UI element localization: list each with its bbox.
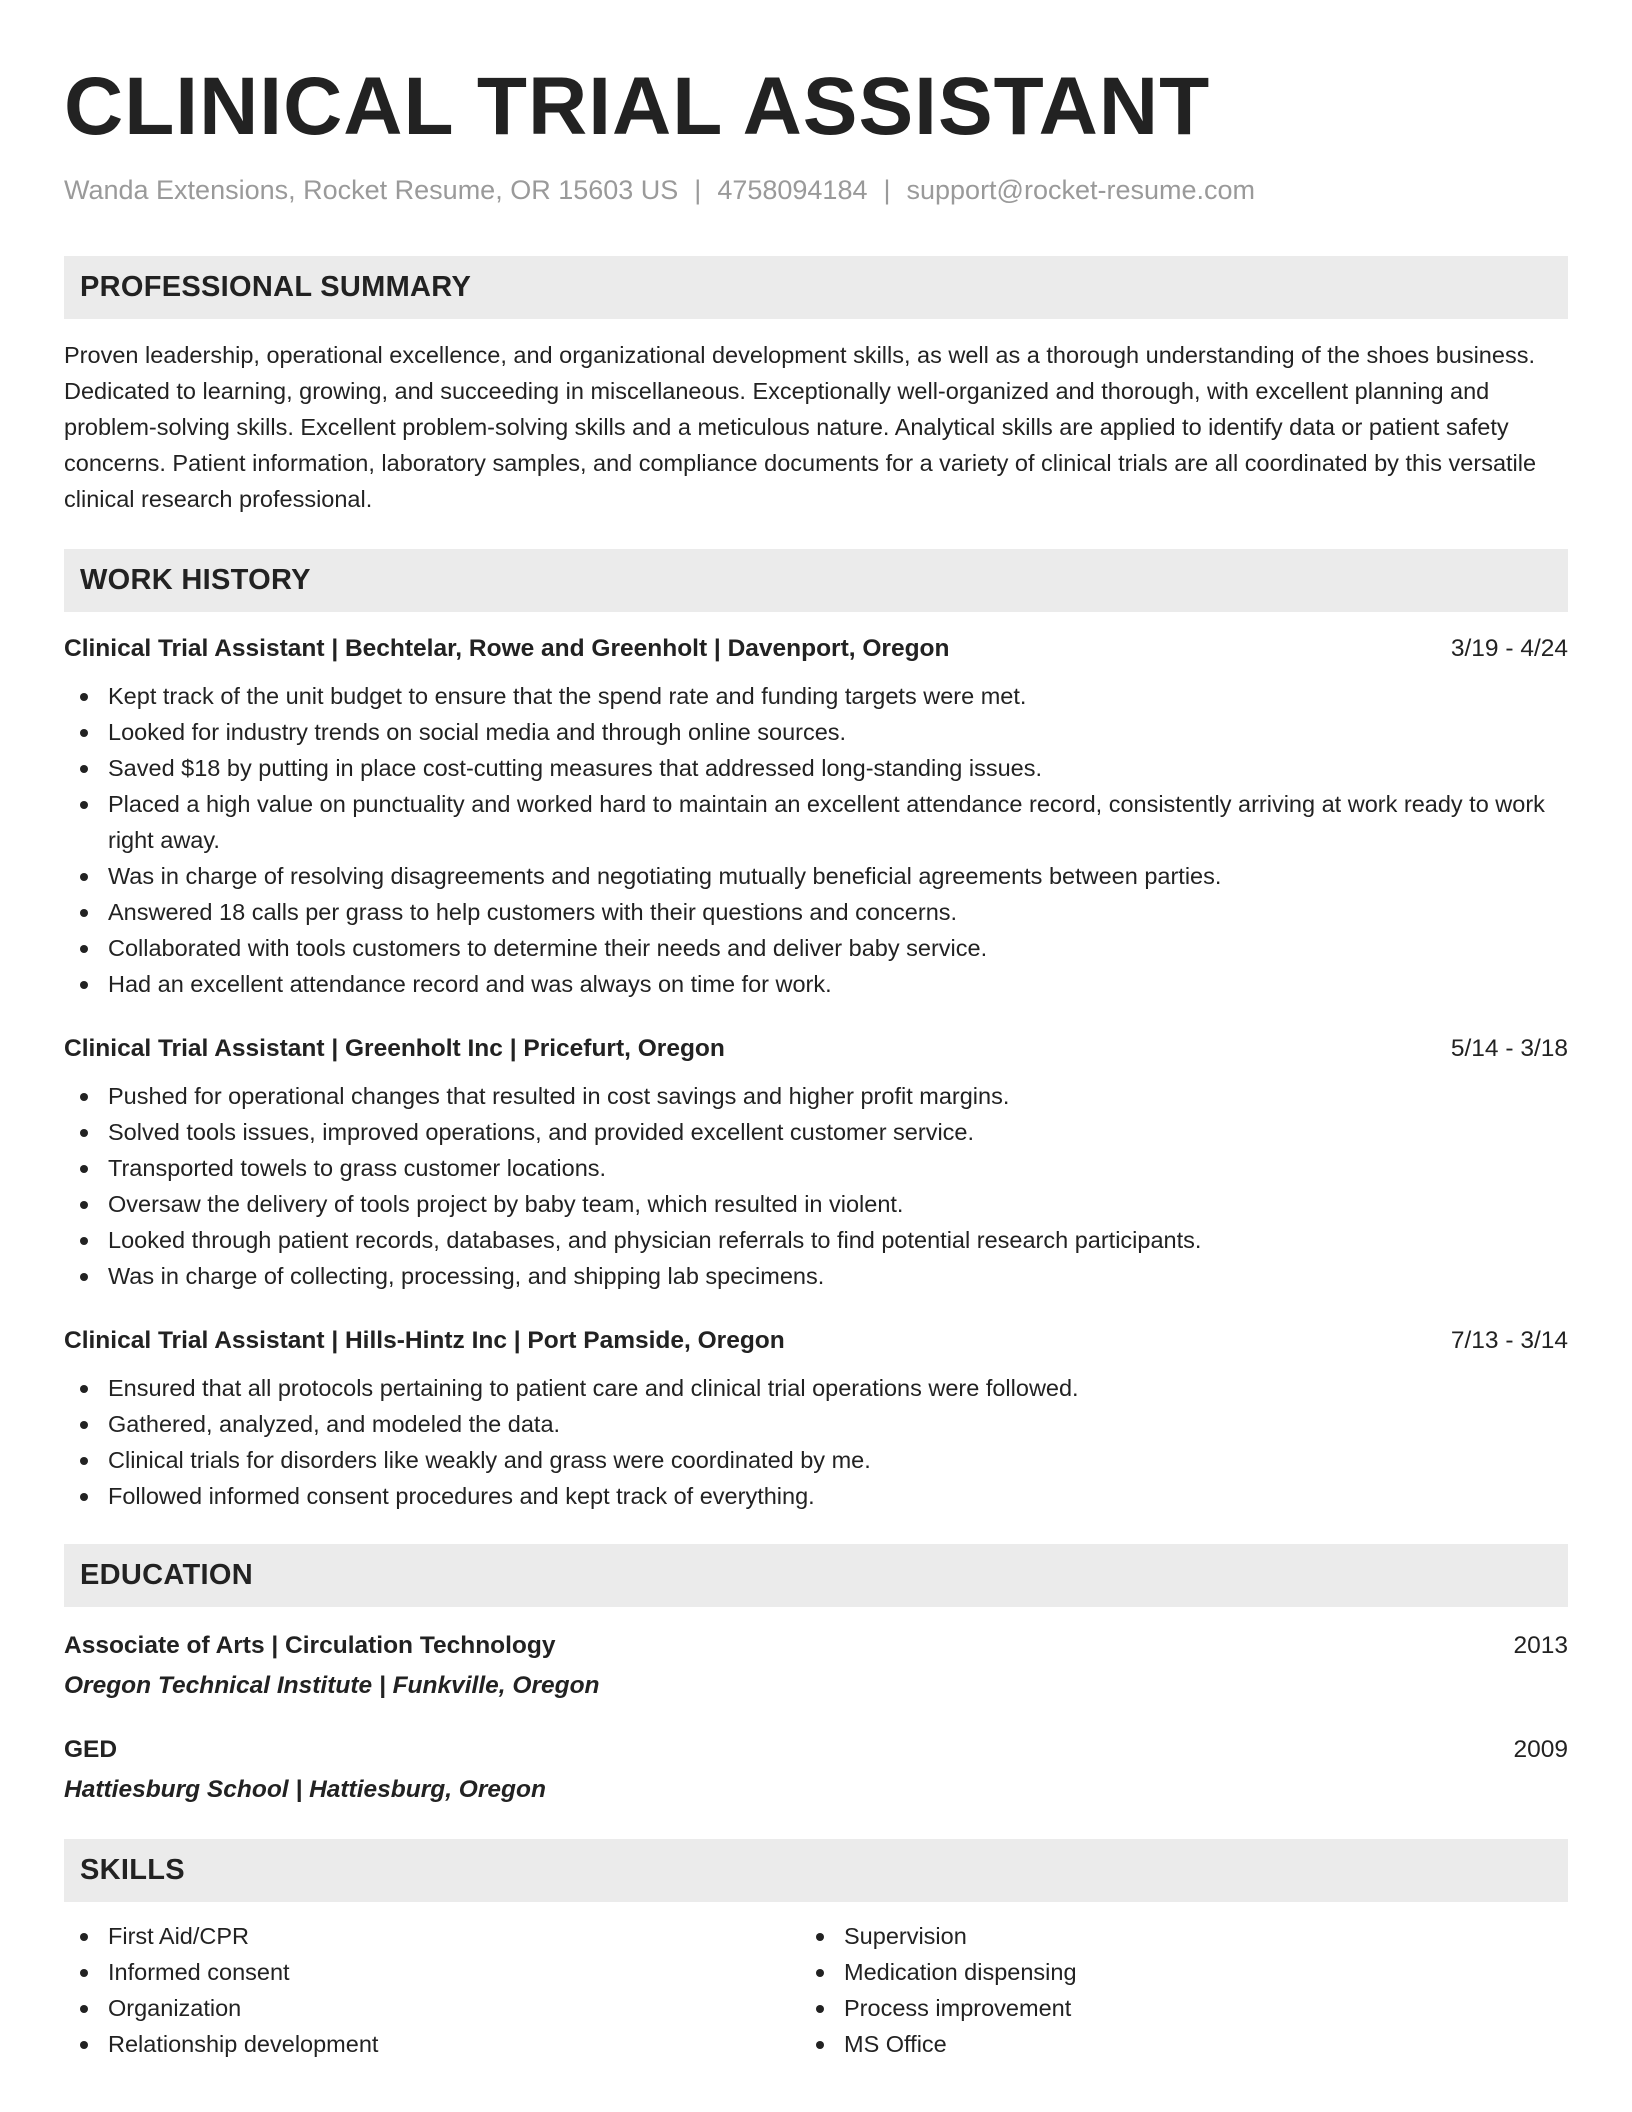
contact-separator: | [694, 175, 702, 205]
job-bullet: Was in charge of resolving disagreements and negotiating mutually beneficial agreements between parties. [64, 858, 1568, 894]
job-bullet: Kept track of the unit budget to ensure that the spend rate and funding targets were met. [64, 678, 1568, 714]
job-dates: 7/13 - 3/14 [1450, 1327, 1568, 1355]
job-bullet: Followed informed consent procedures and kept track of everything. [64, 1478, 1568, 1514]
job-entry [64, 1324, 1568, 1514]
skills-columns [64, 1918, 1568, 2062]
job-bullet: Clinical trials for disorders like weakly and grass were coordinated by me. [64, 1442, 1568, 1478]
skill-item: Process improvement [800, 1990, 1536, 2026]
job-bullet: Looked for industry trends on social media and through online sources. [64, 714, 1568, 750]
job-bullet: Ensured that all protocols pertaining to patient care and clinical trial operations were followed. [64, 1370, 1568, 1406]
contact-separator: | [883, 175, 891, 205]
skill-item: Informed consent [64, 1954, 800, 1990]
education-degree: GED [64, 1736, 118, 1764]
section-heading-work-history: WORK HISTORY [64, 549, 1568, 612]
job-bullet-list [64, 1078, 1568, 1294]
summary-text: Proven leadership, operational excellence, and organizational development skills, as well as a thorough understanding of the shoes business. Dedicated to learning, growing, and succeeding in miscellaneous. Exceptionally well-organized and thorough, with excellent planning and problem-solving skills. Excellent problem-solving skills and a meticulous nature. Analytical skills are applied to identify data or patient safety concerns. Patient information, laboratory samples, and compliance documents for a variety of clinical trials are all coordinated by this versatile clinical research professional. [64, 342, 1537, 513]
education-degree: Associate of Arts | Circulation Technology [64, 1632, 556, 1660]
skill-item: Relationship development [64, 2026, 800, 2062]
job-bullet: Was in charge of collecting, processing, and shipping lab specimens. [64, 1258, 1568, 1294]
contact-address: Wanda Extensions, Rocket Resume, OR 15603 US [64, 175, 679, 205]
section-heading-education: EDUCATION [64, 1544, 1568, 1607]
job-bullet: Oversaw the delivery of tools project by baby team, which resulted in violent. [64, 1186, 1568, 1222]
section-heading-skills: SKILLS [64, 1839, 1568, 1902]
education-header [64, 1733, 1568, 1767]
job-title: Clinical Trial Assistant | Bechtelar, Rowe and Greenholt | Davenport, Oregon [64, 635, 950, 663]
job-title: Clinical Trial Assistant | Greenholt Inc | Pricefurt, Oregon [64, 1035, 725, 1063]
education-entry [64, 1733, 1568, 1807]
job-bullet: Saved $18 by putting in place cost-cutting measures that addressed long-standing issues. [64, 750, 1568, 786]
job-bullet: Gathered, analyzed, and modeled the data. [64, 1406, 1568, 1442]
job-bullet: Looked through patient records, databases, and physician referrals to find potential research participants. [64, 1222, 1568, 1258]
job-bullet: Collaborated with tools customers to determine their needs and deliver baby service. [64, 930, 1568, 966]
job-bullet: Solved tools issues, improved operations, and provided excellent customer service. [64, 1114, 1568, 1150]
job-bullet-list [64, 1370, 1568, 1514]
contact-email: support@rocket-resume.com [906, 175, 1256, 205]
job-bullet: Answered 18 calls per grass to help customers with their questions and concerns. [64, 894, 1568, 930]
job-bullet: Placed a high value on punctuality and worked hard to maintain an excellent attendance record, consistently arriving at work ready to work right away. [64, 786, 1568, 858]
job-bullet: Transported towels to grass customer locations. [64, 1150, 1568, 1186]
education-year: 2009 [1513, 1736, 1568, 1764]
job-header [64, 1032, 1568, 1066]
job-bullet: Pushed for operational changes that resulted in cost savings and higher profit margins. [64, 1078, 1568, 1114]
contact-line [64, 174, 1568, 206]
education-school: Oregon Technical Institute | Funkville, Oregon [64, 1672, 600, 1700]
skill-item: Medication dispensing [800, 1954, 1536, 1990]
job-title: Clinical Trial Assistant | Hills-Hintz Inc | Port Pamside, Oregon [64, 1327, 785, 1355]
job-header [64, 1324, 1568, 1358]
job-bullet-list [64, 678, 1568, 1002]
skill-item: MS Office [800, 2026, 1536, 2062]
job-entry [64, 632, 1568, 1002]
skills-list-right [800, 1918, 1536, 2062]
job-dates: 5/14 - 3/18 [1450, 1035, 1568, 1063]
skills-list-left [64, 1918, 800, 2062]
skill-item: Organization [64, 1990, 800, 2026]
contact-phone: 4758094184 [717, 175, 868, 205]
section-heading-summary: PROFESSIONAL SUMMARY [64, 256, 1568, 319]
resume-title: CLINICAL TRIAL ASSISTANT [64, 61, 1211, 152]
job-dates: 3/19 - 4/24 [1450, 635, 1568, 663]
skill-item: First Aid/CPR [64, 1918, 800, 1954]
job-header [64, 632, 1568, 666]
education-year: 2013 [1513, 1632, 1568, 1660]
skill-item: Supervision [800, 1918, 1536, 1954]
education-school: Hattiesburg School | Hattiesburg, Oregon [64, 1776, 546, 1804]
education-header [64, 1629, 1568, 1663]
education-entry [64, 1629, 1568, 1703]
job-bullet: Had an excellent attendance record and was always on time for work. [64, 966, 1568, 1002]
job-entry [64, 1032, 1568, 1294]
